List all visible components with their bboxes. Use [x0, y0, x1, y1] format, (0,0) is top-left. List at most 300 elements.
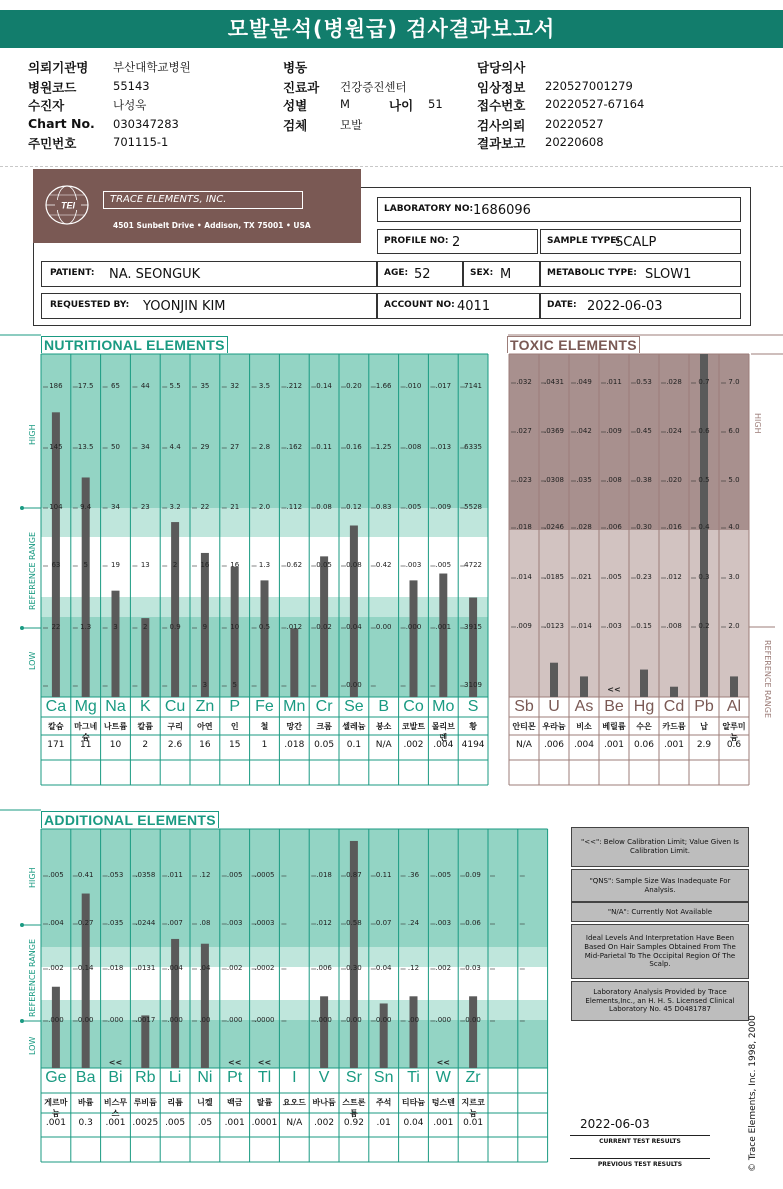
- element-result: .001: [224, 1118, 245, 1128]
- tick-label: 44: [140, 382, 150, 390]
- tick-label: 186: [49, 382, 63, 390]
- element-korean-name: 주석: [375, 1098, 392, 1107]
- tick-label: .08: [199, 919, 211, 927]
- tick-label: .020: [666, 476, 682, 484]
- element-korean-name: 베릴륨: [602, 722, 626, 731]
- header-label: 의뢰기관명: [28, 60, 89, 75]
- patient-box-label: PATIENT:: [50, 268, 95, 278]
- reference-dot: [20, 923, 24, 927]
- nutritional-bar-mo: [439, 574, 447, 697]
- header-value: M: [340, 97, 350, 111]
- element-korean-name: 수은: [636, 722, 652, 731]
- tick-label: .0244: [135, 919, 156, 927]
- toxic-bar-cd: [670, 687, 678, 697]
- element-symbol: Tl: [257, 1069, 272, 1086]
- tick-label: 0.14: [77, 964, 94, 972]
- tick-label: 4.4: [169, 443, 181, 451]
- element-symbol: S: [467, 698, 479, 715]
- tick-label: 22: [51, 623, 61, 631]
- tick-label: .12: [199, 871, 211, 879]
- tick-label: .007: [167, 919, 183, 927]
- header-label: 결과보고: [477, 136, 526, 151]
- tick-label: 23: [140, 503, 150, 511]
- tick-label: .005: [606, 573, 622, 581]
- tick-label: .049: [576, 378, 592, 386]
- header-label: 임상정보: [477, 80, 526, 95]
- tick-label: .00: [199, 1016, 211, 1024]
- element-korean-name: 탈륨: [256, 1098, 273, 1107]
- element-result: .001: [433, 1118, 454, 1128]
- tick-label: .014: [516, 573, 532, 581]
- side-label-reference: REFERENCE RANGE: [28, 532, 37, 610]
- tick-label: .162: [286, 443, 303, 451]
- element-korean-name: 철: [260, 722, 269, 731]
- tick-label: 13.5: [77, 443, 94, 451]
- tick-label: .0000: [254, 1016, 275, 1024]
- tick-label: .04: [199, 964, 211, 972]
- header-value: 건강증진센터: [340, 80, 407, 94]
- legend-note: Ideal Levels And Interpretation Have Been Based On Hair Samples Obtained From The Mid-Parietal To The Occipital Region Of The Scalp.: [571, 924, 749, 979]
- element-korean-name: 코발트: [401, 722, 426, 731]
- tick-label: 2.0: [728, 622, 740, 630]
- tick-label: 0.00: [346, 1016, 362, 1024]
- header-label: 성별: [283, 98, 308, 113]
- tick-label: 3.5: [258, 382, 271, 390]
- tick-label: 6.0: [728, 427, 740, 435]
- element-korean-name: 지르코늄: [461, 1098, 485, 1118]
- tick-label: 3915: [464, 623, 482, 631]
- tick-label: .00: [407, 1016, 420, 1024]
- tick-label: .009: [516, 622, 532, 630]
- element-result: 2: [142, 740, 149, 750]
- tick-label: 0.00: [77, 1016, 94, 1024]
- tick-label: .008: [606, 476, 622, 484]
- metabolic-type-box-value: SLOW1: [645, 267, 692, 282]
- account-no-box-label: ACCOUNT NO:: [384, 300, 455, 310]
- element-korean-name: 셀레늄: [342, 722, 366, 731]
- toxic-bar-as: [580, 676, 588, 697]
- element-symbol: Mg: [74, 698, 97, 715]
- tick-label: .008: [666, 622, 682, 630]
- report-title: 모발분석(병원급) 검사결과보고서: [0, 10, 783, 48]
- element-symbol: V: [318, 1069, 330, 1086]
- additional-band: [41, 829, 548, 947]
- tick-label: .023: [516, 476, 532, 484]
- tick-label: .018: [107, 964, 124, 972]
- nutritional-bar-na: [112, 591, 120, 697]
- element-symbol: Mo: [432, 698, 455, 715]
- element-korean-name: 인: [230, 722, 239, 731]
- tick-label: .012: [286, 623, 303, 631]
- tick-label: .0002: [254, 964, 275, 972]
- tick-label: .002: [435, 964, 452, 972]
- element-korean-name: 백금: [226, 1098, 243, 1107]
- additional-bar-ti: [410, 996, 418, 1068]
- toxic-bar-al: [730, 676, 738, 697]
- element-result: .002: [314, 1118, 335, 1128]
- header-label: 수진자: [28, 98, 65, 113]
- element-symbol: Pb: [694, 698, 714, 715]
- tick-label: 0.2: [698, 622, 710, 630]
- element-korean-name: 몰리브덴: [431, 722, 455, 742]
- element-symbol: Hg: [633, 698, 655, 715]
- tick-label: .018: [516, 523, 532, 531]
- header-value: 030347283: [113, 117, 179, 131]
- tick-label: .005: [435, 561, 452, 569]
- tick-label: 2.0: [258, 503, 271, 511]
- element-result: 0.3: [78, 1118, 93, 1128]
- tick-label: 0.6: [698, 427, 710, 435]
- tick-label: .053: [107, 871, 124, 879]
- tick-label: .001: [435, 623, 452, 631]
- additional-bar-zr: [469, 996, 477, 1068]
- tick-label: .005: [48, 871, 64, 879]
- current-test-label: CURRENT TEST RESULTS: [570, 1135, 710, 1145]
- tick-label: .012: [316, 919, 332, 927]
- tick-label: .011: [167, 871, 183, 879]
- element-result: 10: [109, 740, 122, 750]
- requested-by-box-value: YOONJIN KIM: [143, 299, 226, 314]
- date-box-label: DATE:: [547, 300, 577, 310]
- element-result: 0.04: [403, 1118, 424, 1128]
- legend-note: "QNS": Sample Size Was Inadequate For Analysis.: [571, 869, 749, 902]
- tick-label: 0.09: [465, 871, 481, 879]
- tick-label: 5528: [464, 503, 482, 511]
- tick-label: 0.53: [636, 378, 652, 386]
- tick-label: .000: [435, 1016, 452, 1024]
- tick-label: 7141: [464, 382, 482, 390]
- tick-label: .005: [435, 871, 452, 879]
- tick-label: .0246: [543, 523, 565, 531]
- header-value: 모발: [340, 118, 363, 132]
- element-result: .004: [433, 740, 454, 750]
- element-korean-name: 티타늄: [401, 1098, 426, 1107]
- sample-type-box-value: SCALP: [615, 235, 657, 250]
- tick-label: 0.03: [465, 964, 481, 972]
- element-symbol: Sn: [373, 1069, 394, 1086]
- element-korean-name: 납: [700, 722, 708, 731]
- element-symbol: Pt: [227, 1069, 243, 1086]
- metabolic-type-box-label: METABOLIC TYPE:: [547, 268, 637, 278]
- tick-label: 1.3: [258, 561, 271, 569]
- tick-label: 0.16: [346, 443, 362, 451]
- tick-label: .000: [405, 623, 422, 631]
- sex-box-value: M: [500, 267, 512, 282]
- tick-label: 0.12: [346, 503, 362, 511]
- tick-label: 0.23: [636, 573, 652, 581]
- tick-label: 2: [143, 623, 148, 631]
- tick-label: .014: [576, 622, 592, 630]
- tick-label: .112: [286, 503, 303, 511]
- element-result: .018: [284, 740, 305, 750]
- tick-label: 0.9: [169, 623, 181, 631]
- element-symbol: Zn: [195, 698, 215, 715]
- header-value: 220527001279: [545, 79, 633, 93]
- tick-label: 0.08: [346, 561, 362, 569]
- tick-label: 22: [200, 503, 210, 511]
- element-result: .001: [603, 740, 625, 750]
- tick-label: 0.02: [316, 623, 332, 631]
- element-korean-name: 카드뮴: [662, 722, 686, 731]
- nutritional-bar-p: [231, 567, 239, 697]
- element-korean-name: 우라늄: [542, 722, 566, 731]
- element-symbol: Mn: [283, 698, 306, 715]
- tick-label: .0308: [543, 476, 565, 484]
- tick-label: .24: [407, 919, 420, 927]
- tick-label: .018: [316, 871, 332, 879]
- tick-label: .0123: [543, 622, 565, 630]
- element-symbol: P: [229, 698, 241, 715]
- additional-bar-ge: [52, 987, 60, 1068]
- tick-label: 3109: [464, 681, 482, 689]
- element-korean-name: 붕소: [375, 722, 392, 731]
- tick-label: 3: [113, 623, 118, 631]
- tick-label: 0.11: [375, 871, 392, 879]
- tick-label: .003: [405, 561, 422, 569]
- tick-label: 1.3: [80, 623, 92, 631]
- tick-label: 0.42: [375, 561, 392, 569]
- element-symbol: Rb: [135, 1069, 156, 1086]
- element-result: N/A: [516, 740, 532, 750]
- tick-label: .000: [226, 1016, 243, 1024]
- element-symbol: Fe: [255, 698, 274, 715]
- tick-label: 3.0: [728, 573, 740, 581]
- element-korean-name: 비소: [576, 722, 592, 731]
- toxic-bar-hg: [640, 670, 648, 697]
- element-result: .0001: [251, 1118, 278, 1128]
- element-result: 1: [261, 740, 268, 750]
- element-korean-name: 마그네슘: [74, 722, 98, 742]
- tick-label: .009: [606, 427, 622, 435]
- below-limit-marker: <<: [227, 1058, 242, 1067]
- additional-bar-sn: [380, 1003, 388, 1068]
- reference-dot: [20, 626, 24, 630]
- element-symbol: As: [574, 698, 594, 715]
- tick-label: 0.38: [636, 476, 652, 484]
- element-result: .0025: [132, 1118, 159, 1128]
- legend-note: "N/A": Currently Not Available: [571, 902, 749, 922]
- tick-label: 0.45: [636, 427, 652, 435]
- header-value: 20220608: [545, 135, 604, 149]
- element-korean-name: 망간: [286, 722, 303, 731]
- element-result: .001: [45, 1118, 66, 1128]
- element-korean-name: 알루미늄: [722, 722, 746, 742]
- age-label: 나이: [389, 98, 414, 113]
- tick-label: .021: [576, 573, 592, 581]
- nutritional-bar-fe: [261, 580, 269, 697]
- tick-label: 0.4: [698, 523, 710, 531]
- tick-label: .36: [407, 871, 420, 879]
- header-label: 병동: [283, 60, 308, 75]
- tick-label: 0.5: [258, 623, 271, 631]
- tick-label: 0.00: [375, 623, 392, 631]
- tick-label: 1.25: [375, 443, 392, 451]
- tick-label: 6335: [464, 443, 482, 451]
- element-result: .002: [403, 740, 424, 750]
- tick-label: 0.30: [346, 964, 362, 972]
- tick-label: 5.5: [169, 382, 181, 390]
- tick-label: 5: [83, 561, 88, 569]
- toxic-bar-u: [550, 663, 558, 697]
- header-label: 진료과: [283, 80, 320, 95]
- element-symbol: Bi: [108, 1069, 123, 1086]
- tick-label: 0.11: [316, 443, 332, 451]
- laboratory-no-box-label: LABORATORY NO:: [384, 204, 474, 214]
- tick-label: 0.83: [375, 503, 392, 511]
- tick-label: .008: [405, 443, 422, 451]
- tick-label: .000: [107, 1016, 124, 1024]
- element-symbol: I: [292, 1069, 297, 1086]
- tick-label: 19: [111, 561, 120, 569]
- element-result: N/A: [375, 740, 392, 750]
- tick-label: 16: [200, 561, 210, 569]
- tick-label: 0.87: [346, 871, 362, 879]
- tick-label: 21: [230, 503, 240, 511]
- tick-label: 7.0: [728, 378, 740, 386]
- tick-label: 5.0: [728, 476, 740, 484]
- nutritional-band: [41, 508, 488, 537]
- additional-title: ADDITIONAL ELEMENTS: [41, 811, 219, 828]
- tick-label: 0.15: [636, 622, 652, 630]
- element-symbol: Cu: [164, 698, 186, 715]
- element-symbol: Be: [604, 698, 624, 715]
- element-symbol: Cd: [663, 698, 685, 715]
- tick-label: .003: [435, 919, 452, 927]
- tick-label: 35: [200, 382, 210, 390]
- element-result: .001: [105, 1118, 126, 1128]
- laboratory-no-box-value: 1686096: [473, 203, 531, 218]
- element-symbol: W: [435, 1069, 451, 1086]
- element-result: 16: [199, 740, 211, 750]
- tick-label: 0.07: [375, 919, 392, 927]
- nutritional-band: [41, 354, 488, 508]
- tick-label: 9.4: [80, 503, 92, 511]
- tick-label: .010: [405, 382, 422, 390]
- tick-label: .035: [107, 919, 124, 927]
- element-symbol: Al: [726, 698, 742, 715]
- tick-label: .006: [316, 964, 332, 972]
- side-label-high: HIGH: [28, 424, 37, 445]
- nutritional-bar-se: [350, 526, 358, 698]
- tei-address: 4501 Sunbelt Drive • Addison, TX 75001 • USA: [113, 221, 311, 230]
- tick-label: .12: [407, 964, 420, 972]
- header-label: 검체: [283, 118, 308, 133]
- additional-bar-v: [320, 996, 328, 1068]
- tick-label: 0.00: [465, 1016, 481, 1024]
- tick-label: 0.5: [698, 476, 710, 484]
- side-label-low: LOW: [28, 1036, 37, 1055]
- additional-bar-li: [171, 939, 179, 1068]
- tick-label: .005: [226, 871, 243, 879]
- tick-label: .000: [167, 1016, 183, 1024]
- element-result: 15: [228, 740, 241, 750]
- element-korean-name: 아연: [197, 722, 213, 731]
- below-limit-marker: <<: [607, 685, 621, 694]
- element-symbol: Ba: [75, 1069, 96, 1086]
- tick-label: 29: [200, 443, 210, 451]
- element-result: 11: [79, 740, 92, 750]
- tick-label: .0017: [135, 1016, 156, 1024]
- nutritional-bar-mn: [290, 628, 298, 697]
- tick-label: 4722: [464, 561, 482, 569]
- element-symbol: Sb: [514, 698, 534, 715]
- tick-label: .000: [48, 1016, 64, 1024]
- header-label: Chart No.: [28, 116, 95, 131]
- previous-test-label: PREVIOUS TEST RESULTS: [570, 1158, 710, 1168]
- tick-label: .035: [576, 476, 592, 484]
- tick-label: 0.58: [346, 919, 362, 927]
- element-symbol: Ca: [45, 698, 67, 715]
- header-value: 20220527: [545, 117, 604, 131]
- element-korean-name: 스트론튬: [342, 1098, 366, 1118]
- tick-label: 27: [230, 443, 240, 451]
- tick-label: 0.41: [77, 871, 94, 879]
- element-result: .006: [543, 740, 565, 750]
- tick-label: 65: [111, 382, 120, 390]
- element-result: 0.05: [314, 740, 335, 750]
- tick-label: .0431: [543, 378, 565, 386]
- profile-no-box-label: PROFILE NO:: [384, 236, 449, 246]
- tick-label: 13: [140, 561, 150, 569]
- element-korean-name: 칼륨: [137, 722, 154, 731]
- additional-bar-ni: [201, 944, 209, 1068]
- element-korean-name: 칼슘: [48, 722, 64, 731]
- tei-brand-name: TRACE ELEMENTS, INC.: [103, 191, 303, 209]
- element-result: 0.6: [726, 740, 742, 750]
- header-label: 주민번호: [28, 136, 77, 151]
- tick-label: .0003: [254, 919, 275, 927]
- tick-label: .012: [666, 573, 682, 581]
- below-limit-marker: <<: [436, 1058, 450, 1067]
- tick-label: 10: [230, 623, 240, 631]
- tick-label: 3: [202, 681, 208, 689]
- element-korean-name: 황: [469, 722, 477, 731]
- tick-label: 0.14: [316, 382, 332, 390]
- element-result: 2.9: [696, 740, 712, 750]
- element-result: 0.06: [633, 740, 655, 750]
- element-symbol: Na: [105, 698, 126, 715]
- side-label-low: LOW: [28, 651, 37, 670]
- element-korean-name: 안티몬: [512, 722, 536, 731]
- age-box-value: 52: [414, 267, 431, 282]
- element-korean-name: 게르마늄: [44, 1098, 68, 1118]
- logo-text: TEI: [60, 200, 76, 211]
- tick-label: .005: [405, 503, 422, 511]
- account-no-box-value: 4011: [457, 299, 491, 314]
- tick-label: 34: [140, 443, 150, 451]
- header-label: 병원코드: [28, 80, 77, 95]
- tick-label: .004: [167, 964, 183, 972]
- requested-by-box-label: REQUESTED BY:: [50, 300, 130, 310]
- tick-label: 3.2: [169, 503, 181, 511]
- tick-label: 2.8: [258, 443, 271, 451]
- tick-label: .024: [666, 427, 682, 435]
- element-korean-name: 구리: [167, 722, 183, 731]
- element-korean-name: 니켈: [197, 1098, 213, 1107]
- element-symbol: Ge: [45, 1069, 67, 1086]
- element-korean-name: 바륨: [77, 1098, 94, 1107]
- sex-box-label: SEX:: [470, 268, 494, 278]
- tick-label: .002: [48, 964, 64, 972]
- element-result: .05: [197, 1118, 213, 1128]
- header-value: 부산대학교병원: [113, 60, 191, 74]
- element-symbol: Li: [168, 1069, 182, 1086]
- tick-label: .006: [606, 523, 622, 531]
- element-korean-name: 비스무스: [103, 1098, 128, 1118]
- header-value: 55143: [113, 79, 150, 93]
- age-value: 51: [428, 97, 443, 111]
- tick-label: 17.5: [77, 382, 94, 390]
